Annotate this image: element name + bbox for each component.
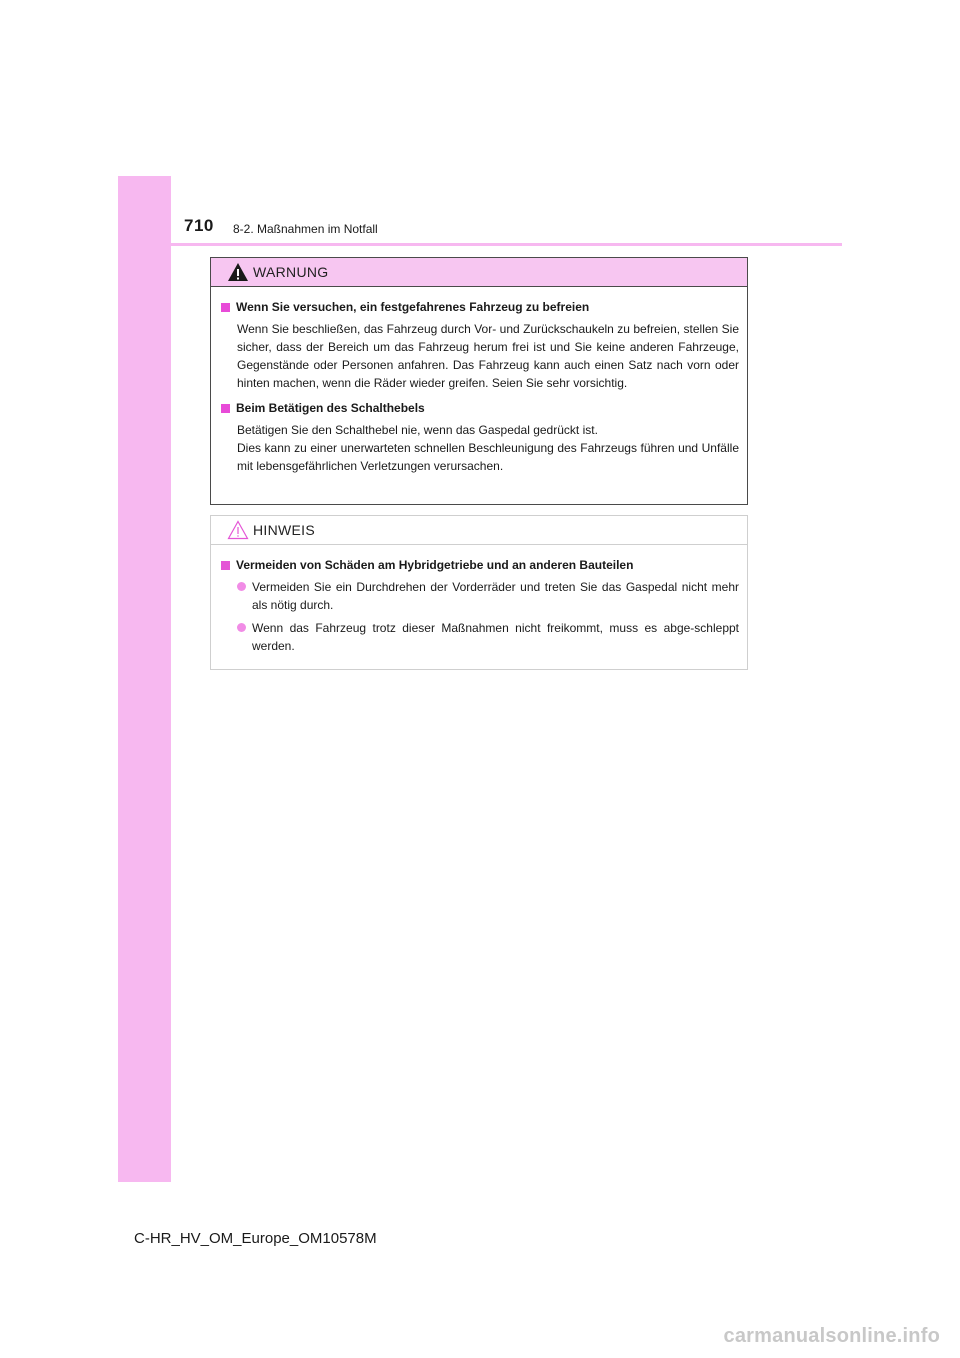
square-bullet-icon (221, 303, 230, 312)
warning-box (210, 257, 748, 505)
list-item: Wenn das Fahrzeug trotz dieser Maßnahmen nicht freikommt, muss es abge-schleppt werden. (237, 619, 739, 655)
notice-body (211, 545, 747, 655)
warning-item-text: Betätigen Sie den Schalthebel nie, wenn das Gaspedal gedrückt ist. (237, 423, 598, 437)
warning-item-text: Dies kann zu einer unerwarteten schnellen Beschleunigung des Fahrzeugs führen und Unfälle mit lebensgefährlichen Verletzungen verursachen. (237, 441, 739, 473)
notice-label: HINWEIS (253, 522, 315, 538)
warning-header (211, 258, 747, 287)
page-number: 710 (184, 216, 214, 235)
warning-label: WARNUNG (253, 264, 329, 280)
circle-bullet-icon (237, 623, 246, 632)
watermark: carmanualsonline.info (723, 1325, 940, 1347)
caution-triangle-outline-icon (227, 520, 249, 540)
square-bullet-icon (221, 561, 230, 570)
warning-item-heading: Wenn Sie versuchen, ein festgefahrenes Fahrzeug zu befreien (221, 299, 739, 316)
warning-item-text: Wenn Sie beschließen, das Fahrzeug durch Vor- und Zurückschaukeln zu befreien, stellen Sie sicher, dass der Bereich um das Fahrzeug herum frei ist und Sie keine anderen Fahrzeuge, Gegenstände oder Personen anfahren. Das Fahrzeug kann auch einen Satz nach vorn oder hinten machen, wenn die Räder wieder greifen. Seien Sie sehr vorsichtig. (237, 322, 739, 390)
list-item: Vermeiden Sie ein Durchdrehen der Vorderräder und treten Sie das Gaspedal nicht mehr als nötig durch. (237, 578, 739, 614)
circle-bullet-icon (237, 582, 246, 591)
warning-item-heading: Beim Betätigen des Schalthebels (221, 400, 739, 417)
section-title: 8-2. Maßnahmen im Notfall (233, 222, 378, 236)
warning-body (211, 287, 747, 475)
square-bullet-icon (221, 404, 230, 413)
side-thumb-strip (118, 176, 171, 1182)
notice-header (211, 516, 747, 545)
document-id: C-HR_HV_OM_Europe_OM10578M (134, 1230, 377, 1247)
notice-box (210, 515, 748, 670)
header-rule (118, 243, 842, 246)
notice-heading: Vermeiden von Schäden am Hybridgetriebe und an anderen Bauteilen (221, 557, 739, 574)
warning-triangle-icon (227, 262, 249, 282)
